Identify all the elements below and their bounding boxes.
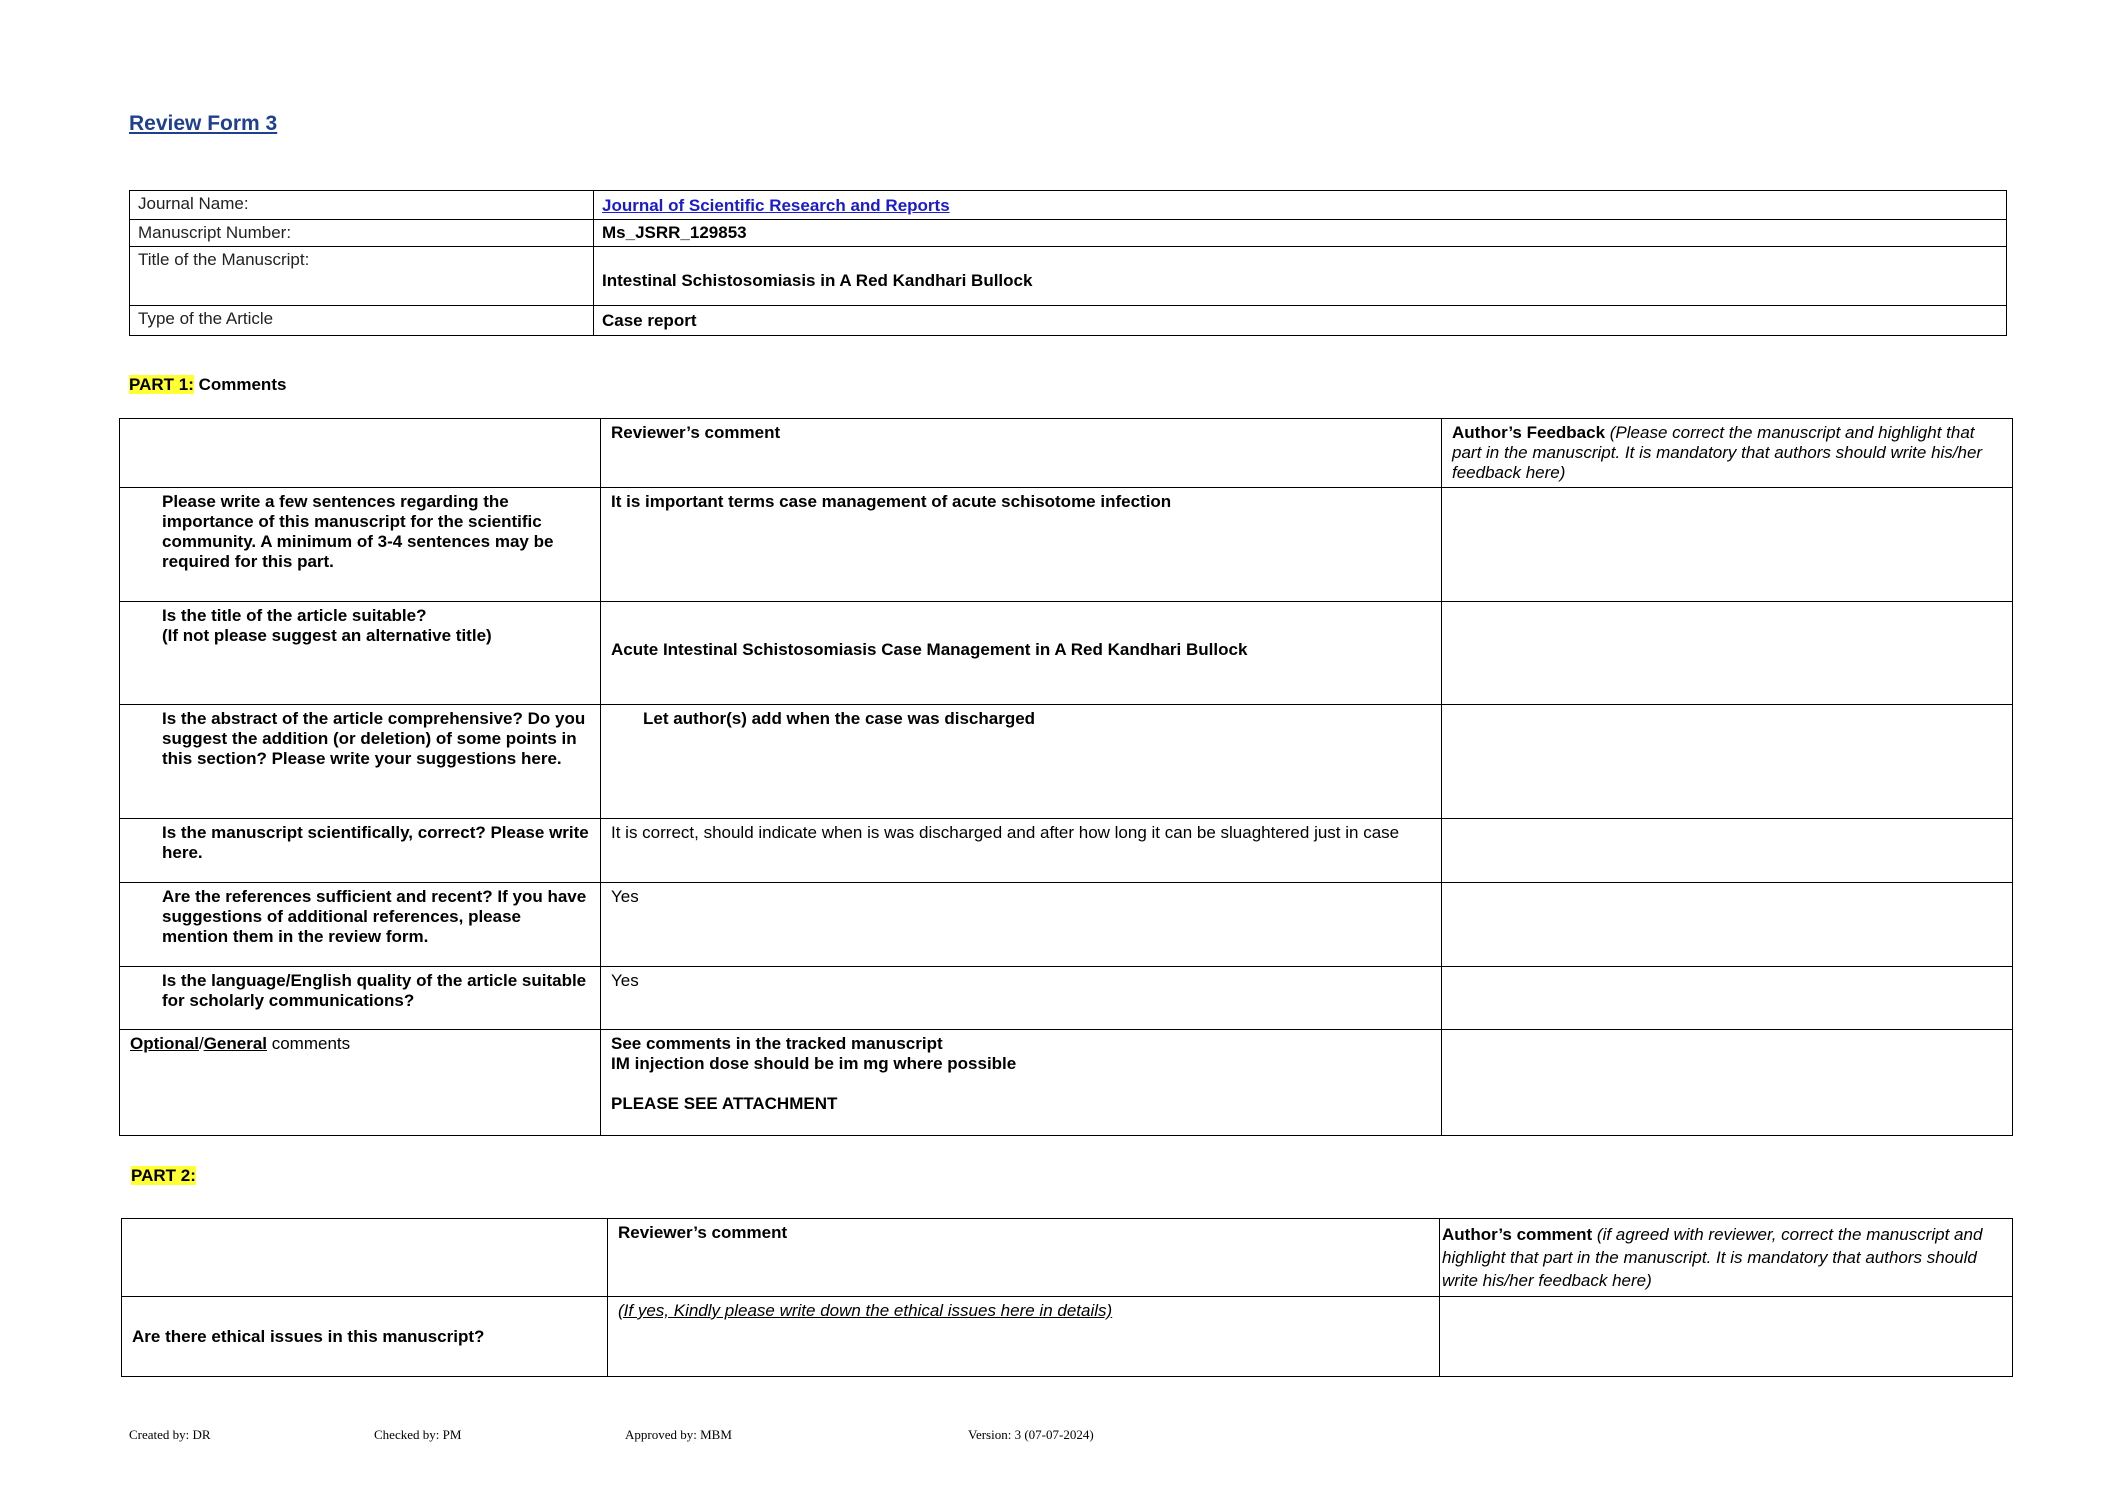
table-row: [120, 602, 2013, 705]
part1-comments-table: [119, 418, 2013, 1136]
manuscript-number-value: Ms_JSRR_129853: [594, 220, 2007, 247]
part1-heading: [129, 375, 286, 395]
footer-approved-by: Approved by: MBM: [625, 1427, 732, 1442]
author-comment-header: Author’s comment (if agreed with reviewer, correct the manuscript and highlight that part in the manuscript. It is mandatory that authors should write his/her feedback here): [1440, 1219, 2013, 1297]
question-title: Is the title of the article suitable? (If not please suggest an alternative title): [120, 602, 601, 705]
optional-comments-row: [120, 1030, 2013, 1136]
optional-general-label: Optional/General comments: [120, 1030, 601, 1136]
article-type-value: Case report: [594, 306, 2007, 336]
title-label: Title of the Manuscript:: [130, 247, 594, 306]
reviewer-comment: Acute Intestinal Schistosomiasis Case Management in A Red Kandhari Bullock: [601, 602, 1442, 705]
title-row: [130, 247, 2007, 306]
author-feedback-cell[interactable]: [1442, 819, 2013, 883]
question-abstract: Is the abstract of the article comprehensive? Do you suggest the addition (or deletion) of some points in this section? Please write your suggestions here.: [120, 705, 601, 819]
reviewer-comment-header: Reviewer’s comment: [601, 419, 1442, 488]
part2-ethics-table: [121, 1218, 2013, 1377]
reviewer-comment: Yes: [601, 883, 1442, 967]
part1-header-row: [120, 419, 2013, 488]
optional-reviewer-comment: See comments in the tracked manuscript IM injection dose should be im mg where possible PLEASE SEE ATTACHMENT: [601, 1030, 1442, 1136]
ethics-row: [122, 1297, 2013, 1377]
reviewer-comment: It is correct, should indicate when is was discharged and after how long it can be sluaghtered just in case: [601, 819, 1442, 883]
author-feedback-cell[interactable]: [1442, 967, 2013, 1030]
article-type-label: Type of the Article: [130, 306, 594, 336]
manuscript-number-row: [130, 220, 2007, 247]
part2-header-row: [122, 1219, 2013, 1297]
question-scientific: Is the manuscript scientifically, correct? Please write here.: [120, 819, 601, 883]
author-feedback-cell[interactable]: [1442, 488, 2013, 602]
question-importance: Please write a few sentences regarding the importance of this manuscript for the scientific community. A minimum of 3-4 sentences may be required for this part.: [120, 488, 601, 602]
footer-version: Version: 3 (07-07-2024): [968, 1427, 1094, 1442]
footer-checked-by: Checked by: PM: [374, 1427, 462, 1442]
author-feedback-cell[interactable]: [1442, 705, 2013, 819]
table-row: [120, 705, 2013, 819]
title-value: Intestinal Schistosomiasis in A Red Kandhari Bullock: [594, 247, 2007, 306]
table-row: [120, 488, 2013, 602]
reviewer-comment: Let author(s) add when the case was discharged: [601, 705, 1442, 819]
part1-heading-label: PART 1:: [129, 375, 194, 394]
part2-heading: PART 2:: [131, 1166, 196, 1185]
question-references: Are the references sufficient and recent? If you have suggestions of additional references, please mention them in the review form.: [120, 883, 601, 967]
part1-heading-rest: Comments: [193, 375, 287, 394]
author-feedback-cell[interactable]: [1442, 602, 2013, 705]
table-row: [120, 883, 2013, 967]
manuscript-number-label: Manuscript Number:: [130, 220, 594, 247]
manuscript-info-table: [129, 190, 2007, 336]
ethics-reviewer-hint[interactable]: (If yes, Kindly please write down the ethical issues here in details): [608, 1297, 1440, 1377]
reviewer-comment: It is important terms case management of acute schisotome infection: [601, 488, 1442, 602]
journal-name-row: [130, 191, 2007, 220]
ethics-question: Are there ethical issues in this manuscript?: [122, 1297, 608, 1377]
author-feedback-cell[interactable]: [1442, 1030, 2013, 1136]
journal-name-link[interactable]: Journal of Scientific Research and Reports: [602, 196, 950, 215]
reviewer-comment-header: Reviewer’s comment: [608, 1219, 1440, 1297]
author-feedback-header: Author’s Feedback (Please correct the manuscript and highlight that part in the manuscript. It is mandatory that authors should write his/her feedback here): [1442, 419, 2013, 488]
author-feedback-cell[interactable]: [1442, 883, 2013, 967]
author-comment-cell[interactable]: [1440, 1297, 2013, 1377]
table-row: [120, 819, 2013, 883]
journal-name-label: Journal Name:: [130, 191, 594, 220]
form-title: Review Form 3: [129, 112, 278, 135]
table-row: [120, 967, 2013, 1030]
question-language: Is the language/English quality of the article suitable for scholarly communications?: [120, 967, 601, 1030]
article-type-row: [130, 306, 2007, 336]
footer-created-by: Created by: DR: [129, 1427, 211, 1442]
reviewer-comment: Yes: [601, 967, 1442, 1030]
